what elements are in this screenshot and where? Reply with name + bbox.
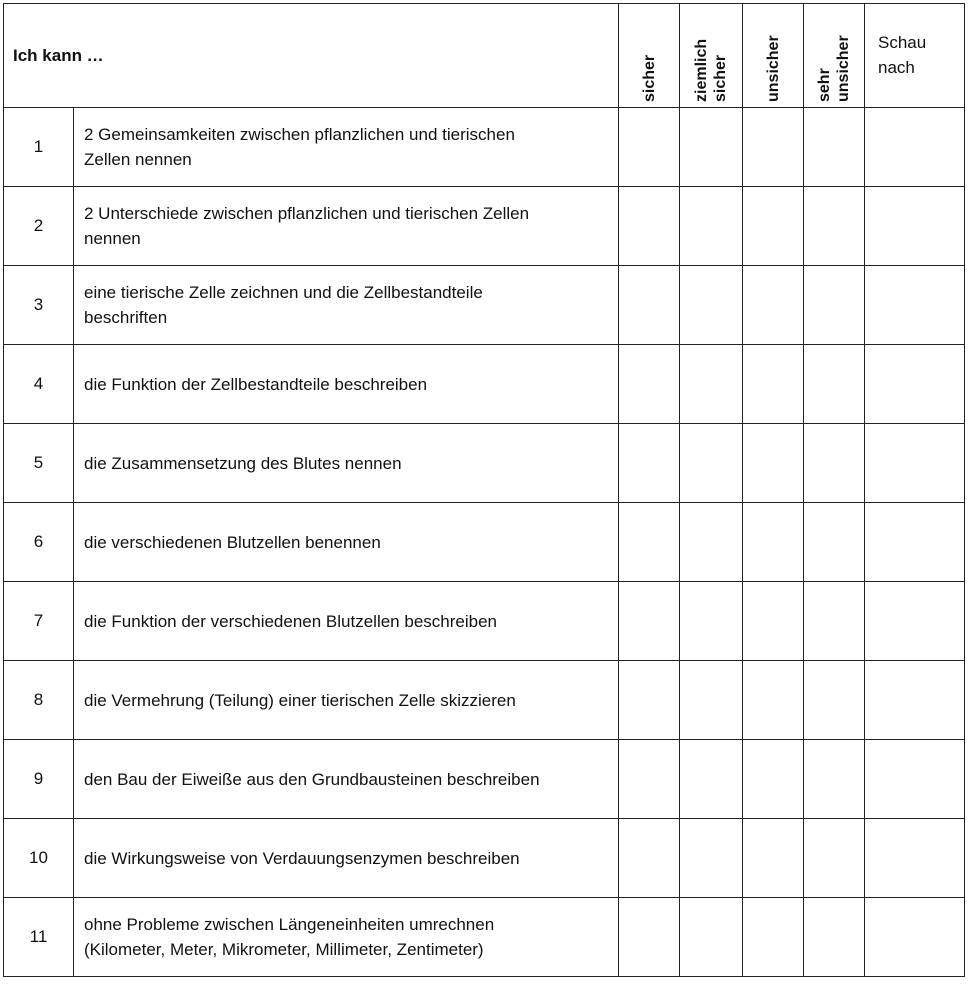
rating-cell-sehr-unsicher[interactable] <box>804 345 865 424</box>
rating-cell-schau-nach[interactable] <box>865 740 965 819</box>
rating-cell-ziemlich-sicher[interactable] <box>680 582 743 661</box>
rating-cell-schau-nach[interactable] <box>865 503 965 582</box>
description-line: 2 Gemeinsamkeiten zwischen pflanzlichen und tierischen <box>84 125 515 144</box>
rating-cell-schau-nach[interactable] <box>865 108 965 187</box>
rating-cell-unsicher[interactable] <box>743 108 804 187</box>
rating-cell-ziemlich-sicher[interactable] <box>680 898 743 977</box>
header-row <box>4 4 965 108</box>
rating-cell-schau-nach[interactable] <box>865 661 965 740</box>
row-number: 9 <box>4 740 74 819</box>
table-row <box>4 187 965 266</box>
row-number: 3 <box>4 266 74 345</box>
rating-cell-schau-nach[interactable] <box>865 266 965 345</box>
row-number: 6 <box>4 503 74 582</box>
description-line: beschriften <box>84 308 168 327</box>
table-row <box>4 503 965 582</box>
rating-cell-schau-nach[interactable] <box>865 582 965 661</box>
rating-cell-sicher[interactable] <box>619 424 680 503</box>
rating-cell-unsicher[interactable] <box>743 424 804 503</box>
rating-cell-sicher[interactable] <box>619 345 680 424</box>
rating-cell-schau-nach[interactable] <box>865 345 965 424</box>
description-line: Zellen nennen <box>84 150 192 169</box>
rating-cell-schau-nach[interactable] <box>865 424 965 503</box>
rating-cell-ziemlich-sicher[interactable] <box>680 187 743 266</box>
row-description <box>74 740 619 819</box>
row-description <box>74 503 619 582</box>
table-row <box>4 424 965 503</box>
row-number: 7 <box>4 582 74 661</box>
rating-cell-schau-nach[interactable] <box>865 187 965 266</box>
description-line: den Bau der Eiweiße aus den Grundbausteinen beschreiben <box>84 769 540 789</box>
row-number: 8 <box>4 661 74 740</box>
rating-cell-sehr-unsicher[interactable] <box>804 187 865 266</box>
rating-cell-ziemlich-sicher[interactable] <box>680 740 743 819</box>
rating-cell-schau-nach[interactable] <box>865 898 965 977</box>
rating-cell-sehr-unsicher[interactable] <box>804 740 865 819</box>
rating-cell-sicher[interactable] <box>619 661 680 740</box>
rating-cell-ziemlich-sicher[interactable] <box>680 819 743 898</box>
self-assessment-table <box>3 3 965 977</box>
column-header-unsicher <box>743 4 804 108</box>
rating-cell-unsicher[interactable] <box>743 266 804 345</box>
row-description <box>74 898 619 977</box>
row-number: 11 <box>4 898 74 977</box>
row-description <box>74 661 619 740</box>
rating-cell-unsicher[interactable] <box>743 345 804 424</box>
rating-cell-sehr-unsicher[interactable] <box>804 582 865 661</box>
table-row <box>4 266 965 345</box>
rating-cell-sicher[interactable] <box>619 503 680 582</box>
description-line: die Funktion der verschiedenen Blutzellen beschreiben <box>84 611 497 631</box>
rating-cell-ziemlich-sicher[interactable] <box>680 345 743 424</box>
rating-cell-sicher[interactable] <box>619 740 680 819</box>
description-line: die Funktion der Zellbestandteile beschreiben <box>84 374 428 394</box>
row-description <box>74 819 619 898</box>
description-line: (Kilometer, Meter, Mikrometer, Millimeter, Zentimeter) <box>84 940 484 959</box>
rating-cell-ziemlich-sicher[interactable] <box>680 424 743 503</box>
row-number: 2 <box>4 187 74 266</box>
description-line: eine tierische Zelle zeichnen und die Zellbestandteile <box>84 283 483 302</box>
rating-cell-sicher[interactable] <box>619 266 680 345</box>
row-description <box>74 582 619 661</box>
column-label-sicher: sicher <box>640 54 658 102</box>
table-body <box>4 108 965 977</box>
table-row <box>4 661 965 740</box>
header-title: Ich kann … <box>4 4 619 108</box>
rating-cell-ziemlich-sicher[interactable] <box>680 108 743 187</box>
rating-cell-schau-nach[interactable] <box>865 819 965 898</box>
description-line: die Zusammensetzung des Blutes nennen <box>84 453 402 473</box>
table-row <box>4 582 965 661</box>
rating-cell-unsicher[interactable] <box>743 898 804 977</box>
rating-cell-sehr-unsicher[interactable] <box>804 819 865 898</box>
rating-cell-ziemlich-sicher[interactable] <box>680 503 743 582</box>
rating-cell-sicher[interactable] <box>619 898 680 977</box>
row-description <box>74 108 619 187</box>
table-row <box>4 345 965 424</box>
rating-cell-unsicher[interactable] <box>743 503 804 582</box>
rating-cell-ziemlich-sicher[interactable] <box>680 266 743 345</box>
rating-cell-sicher[interactable] <box>619 582 680 661</box>
row-description <box>74 424 619 503</box>
description-line: 2 Unterschiede zwischen pflanzlichen und tierischen Zellen <box>84 204 530 223</box>
row-description <box>74 345 619 424</box>
rating-cell-unsicher[interactable] <box>743 582 804 661</box>
column-header-sehr-unsicher <box>804 4 865 108</box>
description-line: die Vermehrung (Teilung) einer tierischen Zelle skizzieren <box>84 690 516 710</box>
rating-cell-unsicher[interactable] <box>743 740 804 819</box>
row-description <box>74 266 619 345</box>
rating-cell-sehr-unsicher[interactable] <box>804 898 865 977</box>
rating-cell-unsicher[interactable] <box>743 819 804 898</box>
table-row <box>4 898 965 977</box>
column-header-ziemlich-sicher <box>680 4 743 108</box>
rating-cell-sehr-unsicher[interactable] <box>804 424 865 503</box>
rating-cell-sicher[interactable] <box>619 187 680 266</box>
description-line: die Wirkungsweise von Verdauungsenzymen beschreiben <box>84 848 520 868</box>
column-header-schau-nach: Schau nach <box>865 4 965 108</box>
rating-cell-sehr-unsicher[interactable] <box>804 108 865 187</box>
row-description <box>74 187 619 266</box>
rating-cell-sehr-unsicher[interactable] <box>804 503 865 582</box>
row-number: 10 <box>4 819 74 898</box>
table-row <box>4 108 965 187</box>
column-label-unsicher: unsicher <box>764 34 782 102</box>
description-line: die verschiedenen Blutzellen benennen <box>84 532 381 552</box>
table-row <box>4 740 965 819</box>
rating-cell-unsicher[interactable] <box>743 187 804 266</box>
column-label-sehr-unsicher: sehr unsicher <box>816 34 852 102</box>
rating-cell-sicher[interactable] <box>619 819 680 898</box>
column-header-sicher <box>619 4 680 108</box>
table-row <box>4 819 965 898</box>
rating-cell-sicher[interactable] <box>619 108 680 187</box>
row-number: 4 <box>4 345 74 424</box>
rating-cell-ziemlich-sicher[interactable] <box>680 661 743 740</box>
description-line: ohne Probleme zwischen Längeneinheiten umrechnen <box>84 915 495 934</box>
column-label-ziemlich-sicher: ziemlich sicher <box>693 38 729 102</box>
rating-cell-sehr-unsicher[interactable] <box>804 661 865 740</box>
rating-cell-unsicher[interactable] <box>743 661 804 740</box>
row-number: 1 <box>4 108 74 187</box>
rating-cell-sehr-unsicher[interactable] <box>804 266 865 345</box>
row-number: 5 <box>4 424 74 503</box>
description-line: nennen <box>84 229 141 248</box>
